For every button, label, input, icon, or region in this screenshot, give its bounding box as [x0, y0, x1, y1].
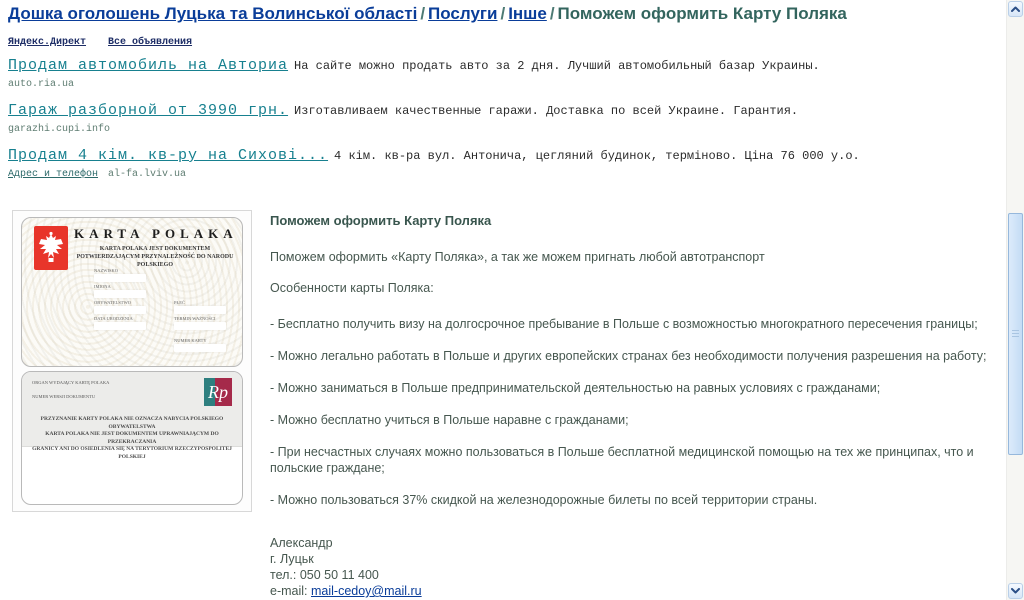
article-title: Поможем оформить Карту Поляка — [270, 213, 492, 228]
karta-field-termin: TERMIN WAŻNOŚCI — [174, 316, 226, 330]
contact-block — [270, 535, 1007, 599]
polish-eagle-icon — [34, 226, 68, 270]
karta-back-disclaimer: PRZYZNANIE KARTY POLAKA NIE OZNACZA NABYCIA POLSKIEGO OBYWATELSTWA KARTA POLAKA NIE JEST DOKUMENTEM UPRAWNIAJĄCYM DO PRZEKRACZANIA GRANICY ANI DO OSIEDLENIA SIĘ NA TERYTORIUM RZECZYPOSPOLITEJ POLSKIEJ — [32, 416, 232, 460]
karta-back-label-numer: NUMER WERSJI DOKUMENTU — [32, 394, 96, 399]
ad-description: Изготавливаем качественные гаражи. Доставка по всей Украине. Гарантия. — [294, 104, 799, 118]
yandex-direct-block — [0, 37, 1007, 181]
karta-field-numer: NUMER KARTY — [174, 338, 226, 352]
breadcrumb-link-services[interactable]: Послуги — [428, 4, 498, 23]
breadcrumb — [0, 0, 1007, 24]
scrollbar-grip — [1012, 330, 1019, 338]
yandex-direct-header — [8, 37, 1007, 48]
page-title: Поможем оформить Карту Поляка — [557, 4, 847, 23]
ad-title-line — [8, 147, 1007, 165]
ad-description: На сайте можно продать авто за 2 дня. Лучший автомобильный базар Украины. — [294, 59, 820, 73]
ad-title-line — [8, 57, 1007, 75]
karta-field-obywatelstwo: OBYWATELSTWO — [94, 300, 146, 314]
ad-url: al-fa.lviv.ua — [108, 169, 187, 180]
ad-url: garazhi.cupi.info — [8, 124, 111, 135]
feature-item: - Бесплатно получить визу на долгосрочное пребывание в Польше с возможностью многократного пересечения границы; — [270, 317, 978, 331]
ad-item — [8, 57, 1007, 91]
karta-front-title: KARTA POLAKA — [74, 226, 238, 241]
ad-url: auto.ria.ua — [8, 79, 75, 90]
ad-title-link[interactable]: Гараж разборной от 3990 грн. — [8, 102, 289, 119]
ad-title-line — [8, 102, 1007, 120]
karta-field-nazwisko: NAZWISKO — [94, 268, 146, 282]
scroll-down-icon[interactable] — [1008, 583, 1023, 599]
ad-item — [8, 102, 1007, 136]
karta-back-label-organ: ORGAN WYDAJĄCY KARTĘ POLAKA — [32, 380, 110, 385]
karta-front — [21, 217, 243, 367]
karta-front-subtitle: KARTA POLAKA JEST DOKUMENTEM POTWIERDZAJĄCYM PRZYNALEŻNOŚĆ DO NARODU POLSKIEGO — [76, 246, 234, 268]
scroll-up-icon[interactable] — [1008, 1, 1023, 17]
karta-polaka-image — [12, 210, 252, 512]
ad-item — [8, 147, 1007, 181]
breadcrumb-separator: / — [549, 4, 555, 23]
feature-item: - Можно легально работать в Польше и других европейских странах без необходимости получения разрешения на работу; — [270, 349, 987, 363]
contact-phone: тел.: 050 50 11 400 — [270, 568, 379, 582]
feature-item: - Можно пользоваться 37% скидкой на железнодорожные билеты по всей территории страны. — [270, 493, 818, 507]
karta-back — [21, 371, 243, 505]
breadcrumb-separator: / — [420, 4, 426, 23]
karta-field-imiona: IMIONA — [94, 284, 146, 298]
article-intro: Поможем оформить «Карту Поляка», а так же можем пригнать любой автотранспорт — [270, 250, 765, 264]
contact-name: Александр — [270, 536, 333, 550]
ad-description: 4 кім. кв-ра вул. Антонича, цегляний будинок, терміново. Ціна 76 000 у.о. — [334, 149, 860, 163]
yandex-direct-link[interactable]: Яндекс.Директ — [8, 37, 87, 48]
article — [270, 210, 1007, 599]
address-phone-link[interactable]: Адрес и телефон — [8, 169, 99, 180]
ad-title-link[interactable]: Продам 4 кім. кв-ру на Сихові... — [8, 147, 329, 164]
email-link[interactable]: mail-cedoy@mail.ru — [311, 584, 422, 598]
contact-city: г. Луцьк — [270, 552, 314, 566]
feature-item: - При несчастных случаях можно пользоваться в Польше бесплатной медицинской помощью на тех же принципах, что и польские граждане; — [270, 445, 974, 475]
main-content — [0, 210, 1007, 599]
ad-title-link[interactable]: Продам автомобиль на Авториа — [8, 57, 289, 74]
breadcrumb-link-board[interactable]: Дошка оголошень Луцька та Волинської області — [8, 4, 418, 23]
breadcrumb-link-other[interactable]: Інше — [508, 4, 547, 23]
karta-field-plec: PŁEĆ — [174, 300, 226, 314]
ad-contacts-line — [8, 169, 1007, 181]
karta-field-data-urodzenia: DATA URODZENIA — [94, 316, 146, 330]
breadcrumb-separator: / — [500, 4, 506, 23]
email-label: e-mail: — [270, 584, 308, 598]
contact-email-line — [270, 583, 1007, 599]
vertical-scrollbar[interactable] — [1006, 0, 1024, 600]
scrollbar-thumb[interactable] — [1008, 213, 1023, 455]
feature-item: - Можно бесплатно учиться в Польше наравне с гражданами; — [270, 413, 629, 427]
feature-item: - Можно заниматься в Польше предпринимательской деятельностью на равных условиях с гражданами; — [270, 381, 881, 395]
all-ads-link[interactable]: Все объявления — [108, 37, 193, 48]
features-heading: Особенности карты Поляка: — [270, 281, 434, 295]
rp-logo-monogram: Rp — [208, 382, 228, 402]
